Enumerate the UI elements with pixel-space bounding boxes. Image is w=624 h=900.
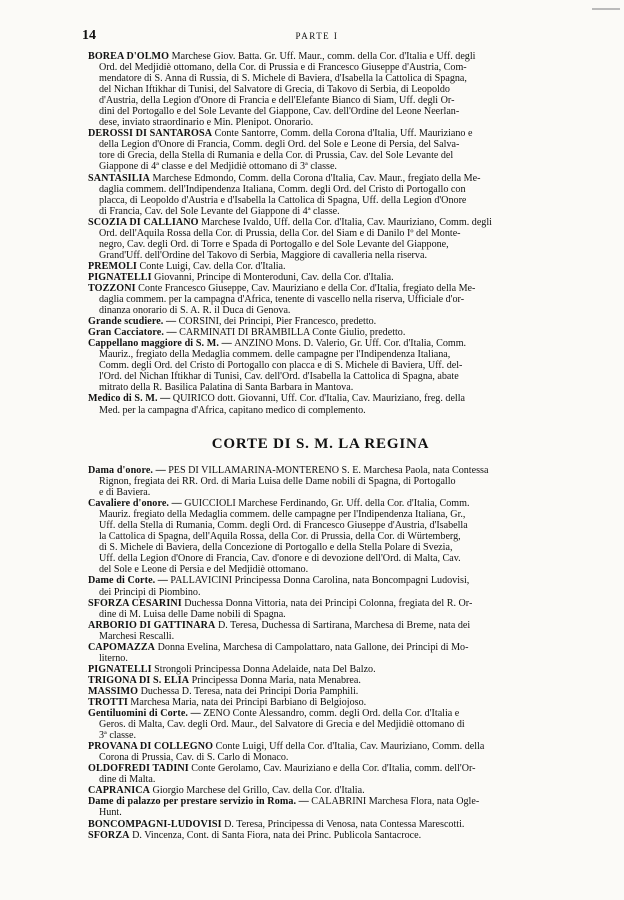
entry-text: 3ª classe. <box>99 730 136 742</box>
scan-corner-mark <box>592 8 620 10</box>
entry-name: SANTASILIA <box>88 172 150 184</box>
entry-text: dine di M. Luisa delle Dame nobili di Spagna. <box>99 608 286 620</box>
entry-text: CALABRINI Marchesa Flora, nata Ogle- <box>311 796 480 808</box>
entry-name: BOREA D'OLMO <box>88 51 170 62</box>
entry-line <box>88 360 553 371</box>
entry-text: Conte Luigi, Cav. della Cor. d'Italia. <box>136 260 286 272</box>
entry-line <box>88 708 553 719</box>
entry-text: mitrato della R. Basilica Palatina di Santa Barbara in Mantova. <box>99 382 354 394</box>
entry-name: MASSIMO <box>88 685 139 697</box>
entry-text: daglia commem. per la campagna d'Africa, tenente di vascello nella riserva, Ufficiale d'or- <box>99 294 465 306</box>
entry-text: D. Teresa, Principessa di Venosa, nata Contessa Marescotti. <box>221 818 465 830</box>
entry-line <box>88 173 553 184</box>
entry-text: Duchessa D. Teresa, nata dei Principi Doria Pamphili. <box>138 685 359 697</box>
entry-line <box>88 697 553 708</box>
entry-text: Conte Santorre, Comm. della Corona d'Italia, Uff. Mauriziano e <box>212 128 473 140</box>
entry-name: Dame di Corte. <box>88 575 156 587</box>
entry-line <box>88 487 553 498</box>
entry-line <box>88 542 553 553</box>
entry-text: d'Austria, della Legion d'Onore di Francia e dell'Elefante Bianco di Siam, Uff. degli Or- <box>99 95 455 107</box>
entry-text: Comm. degli Ord. del Cristo di Portogallo con placca e di S. Michele di Baviera, Uff. del- <box>99 360 463 372</box>
entry-line <box>88 575 553 586</box>
entry-line <box>88 195 553 206</box>
entry-text: GUICCIOLI Marchese Ferdinando, Gr. Uff. della Cor. d'Italia, Comm. <box>184 498 470 510</box>
entry-line <box>88 653 553 664</box>
entry-text: della Legion d'Onore di Francia, Comm. degli Ord. del Sole e Leone di Persia, del Salva- <box>99 139 460 151</box>
entry-line <box>88 272 553 283</box>
entry-text: di S. Michele di Baviera, della Concezione di Portogallo e della Stella Polare di Svezia, <box>99 542 453 554</box>
entry-text: Giorgio Marchese del Grillo, Cav. della Cor. d'Italia. <box>150 785 365 797</box>
entry-name: Gran Cacciatore. <box>88 327 164 339</box>
entry-text: del Sole e Leone di Persia e del Medjidiè ottomano. <box>99 564 309 576</box>
entry-text: PALLAVICINI Principessa Donna Carolina, nata Boncompagni Ludovisi, <box>170 575 470 587</box>
entry-separator: — <box>219 338 235 350</box>
entry-name: PIGNATELLI <box>88 271 152 283</box>
entry-line <box>88 139 553 150</box>
entry-line <box>88 150 553 161</box>
entry-line <box>88 294 553 305</box>
entry-separator: — <box>188 708 204 720</box>
entry-name: Cappellano maggiore di S. M. <box>88 338 220 350</box>
entry-line <box>88 686 553 697</box>
entry-text: Uff. della Stella di Rumania, Comm. degli Ord. di Francesco Giuseppe d'Austria, d'Isabella <box>99 520 468 532</box>
entry-text: literno. <box>99 652 128 664</box>
entry-name: Dame di palazzo per prestare servizio in Roma. <box>88 796 297 808</box>
entry-name: TOZZONI <box>88 282 136 294</box>
entry-text: dese, inviato straordinario e Min. Plenipot. Onorario. <box>99 117 314 129</box>
entry-text: ZENO Conte Alessandro, comm. degli Ord. della Cor. d'Italia e <box>203 708 460 720</box>
entry-line <box>88 382 553 393</box>
entry-text: del Nichan Iftikhar di Tunisi, del Salvatore di Grecia, di Takovo di Serbia, di Leopoldo <box>99 84 450 96</box>
entry-line <box>88 106 553 117</box>
entry-line <box>88 752 553 763</box>
entry-text: placca, di Leopoldo d'Austria e d'Isabella la Cattolica di Spagna, Uff. della Legion d'Onore <box>99 194 467 206</box>
page-header <box>82 28 552 48</box>
section-title: CORTE DI S. M. LA REGINA <box>211 436 430 452</box>
entry-text: Ord. del Medjidiè ottomano, della Cor. di Prussia e di Francesco Giuseppe d'Austria, Com- <box>99 62 467 74</box>
entry-text: dinanza onorario di S. A. R. il Duca di Genova. <box>99 305 291 317</box>
entry-name: DEROSSI DI SANTAROSA <box>88 128 213 140</box>
entry-name: Cavaliere d'onore. <box>88 498 170 510</box>
entry-line <box>88 642 553 653</box>
entry-name: Grande scudiere. <box>88 316 164 328</box>
entry-line <box>88 95 553 106</box>
entry-line <box>88 217 553 228</box>
entry-line <box>88 465 553 476</box>
entry-text: Hunt. <box>99 807 122 819</box>
entry-line <box>88 161 553 172</box>
entry-line <box>88 830 553 841</box>
entry-text: Mauriz., fregiato della Medaglia commem. delle campagne per l'Indipendenza Italiana, <box>99 349 451 361</box>
entry-line <box>88 62 553 73</box>
entry-name: TRIGONA DI S. ELIA <box>88 674 190 686</box>
entry-text: D. Teresa, Duchessa di Sartirana, Marchesa di Breme, nata dei <box>215 619 471 631</box>
entry-name: PROVANA DI COLLEGNO <box>88 741 214 753</box>
entry-text: Grand'Uff. dell'Ordine del Takovo di Serbia, Maggiore di cavalleria nella riserva. <box>99 249 427 261</box>
entry-name: Dama d'onore. <box>88 465 154 476</box>
entry-name: SFORZA CESARINI <box>88 597 182 609</box>
entry-line <box>88 587 553 598</box>
entry-text: Marchese Giov. Batta. Gr. Uff. Maur., comm. della Cor. d'Italia e Uff. degli <box>169 51 476 62</box>
entry-text: Corona di Prussia, Cav. di S. Carlo di Monaco. <box>99 752 289 764</box>
entry-text: Marchesa Maria, nata dei Principi Barbiano di Belgiojoso. <box>127 696 367 708</box>
entry-text: Geros. di Malta, Cav. degli Ord. Maur., del Salvatore di Grecia e del Medjidiè ottomano di <box>99 719 465 731</box>
entry-line <box>88 719 553 730</box>
entry-separator: — <box>169 498 185 510</box>
entry-line <box>88 498 553 509</box>
entry-separator: — <box>155 575 171 587</box>
entry-line <box>88 51 553 62</box>
entry-text: Uff. della Legion d'Onore di Francia, Cav. d'onore e di devozione dell'Ord. di Malta, Cav. <box>99 553 461 565</box>
entry-line <box>88 796 553 807</box>
entry-line <box>88 476 553 487</box>
entry-text: Duchessa Donna Vittoria, nata dei Principi Colonna, fregiata del R. Or- <box>181 597 473 609</box>
entry-line <box>88 393 553 404</box>
entry-text: Marchese Edmondo, Comm. della Corona d'Italia, Cav. Maur., fregiato della Me- <box>149 172 481 184</box>
entry-name: PIGNATELLI <box>88 663 152 675</box>
entry-text: Marchese Ivaldo, Uff. della Cor. d'Italia, Cav. Mauriziano, Comm. degli <box>198 216 492 228</box>
running-head: PARTE I <box>295 31 339 41</box>
entry-text: la Cattolica di Spagna, dell'Aquila Rossa, della Cor. di Prussia, della Cor. di Würtemberg, <box>99 531 461 543</box>
entry-line <box>88 785 553 796</box>
entry-text: D. Vincenza, Cont. di Santa Fiora, nata dei Princ. Publicola Santacroce. <box>129 829 422 841</box>
entry-line <box>88 184 553 195</box>
entry-text: CORSINI, dei Principi, Pier Francesco, predetto. <box>178 316 377 328</box>
entry-text: daglia commem. dell'Indipendenza Italiana, Comm. degli Ord. del Cristo di Portogallo con <box>99 183 466 195</box>
entry-text: CARMINATI DI BRAMBILLA Conte Giulio, predetto. <box>179 327 406 339</box>
entry-name: SCOZIA DI CALLIANO <box>88 216 199 228</box>
entry-text: e di Baviera. <box>99 487 151 499</box>
entry-line <box>88 730 553 741</box>
entry-line <box>88 774 553 785</box>
page-number: 14 <box>82 28 96 43</box>
entry-name: OLDOFREDI TADINI <box>88 763 189 775</box>
entry-separator: — <box>296 796 312 808</box>
entry-name: Medico di S. M. <box>88 393 158 405</box>
entry-text: QUIRICO dott. Giovanni, Uff. Cor. d'Italia, Cav. Mauriziano, freg. della <box>172 393 466 405</box>
entry-text: Strongoli Principessa Donna Adelaide, nata Del Balzo. <box>151 663 376 675</box>
entry-text: Mauriz. fregiato della Medaglia commem. delle campagne per l'Indipendenza Italiana, Gr., <box>99 509 466 521</box>
entry-line <box>88 675 553 686</box>
entry-text: di Francia, Cav. del Sole Levante del Giappone di 4ª classe. <box>99 205 340 217</box>
entry-line <box>88 664 553 675</box>
entry-line <box>88 228 553 239</box>
entry-line <box>88 73 553 84</box>
entry-line <box>88 553 553 564</box>
entry-line <box>88 250 553 261</box>
entry-text: dine di Malta. <box>99 774 156 786</box>
entry-text: tore di Grecia, della Stella di Rumania e della Cor. di Prussia, Cav. del Sole Levante del <box>99 150 454 162</box>
entry-line <box>88 305 553 316</box>
entry-separator: — <box>153 465 169 476</box>
king-court-list <box>88 51 553 416</box>
entry-text: Ord. dell'Aquila Rossa della Cor. di Prussia, della Cor. del Siam e di Danilo Iº del Monte- <box>99 227 461 239</box>
entry-text: ANZINO Mons. D. Valerio, Gr. Uff. Cor. d'Italia, Comm. <box>234 338 467 350</box>
entry-line <box>88 531 553 542</box>
entry-line <box>88 206 553 217</box>
entry-separator: — <box>157 393 173 405</box>
entry-line <box>88 598 553 609</box>
entry-text: l'Ord. del Nichan Iftikhar di Tunisi, Cav. dell'Ord. d'Isabella la Cattolica di Spagna, abate <box>99 371 459 383</box>
entry-line <box>88 609 553 620</box>
entry-line <box>88 316 553 327</box>
entry-name: PREMOLI <box>88 260 137 272</box>
entry-text: Principessa Donna Maria, nata Menabrea. <box>189 674 361 686</box>
entry-line <box>88 338 553 349</box>
entry-text: mendatore di S. Anna di Russia, di S. Michele di Baviera, d'Isabella la Cattolica di Spagna, <box>99 73 467 85</box>
entry-text: dini del Portogallo e del Sole Levante del Giappone, Cav. dell'Ordine del Leone Neerlan- <box>99 106 460 118</box>
entry-line <box>88 371 553 382</box>
entry-text: Conte Francesco Giuseppe, Cav. Mauriziano e della Cor. d'Italia, fregiato della Me- <box>135 282 476 294</box>
entry-text: Med. per la campagna d'Africa, capitano medico di complemento. <box>99 404 366 416</box>
entry-text: Conte Gerolamo, Cav. Mauriziano e della Cor. d'Italia, comm. dell'Or- <box>188 763 476 775</box>
entry-text: Conte Luigi, Uff della Cor. d'Italia, Cav. Mauriziano, Comm. della <box>213 741 485 753</box>
entry-line <box>88 564 553 575</box>
entry-name: TROTTI <box>88 696 128 708</box>
entry-line <box>88 509 553 520</box>
entry-text: Giappone di 4ª classe e del Medjidiè ottomano di 3ª classe. <box>99 161 337 173</box>
entry-line <box>88 807 553 818</box>
entry-line <box>88 631 553 642</box>
entry-name: CAPOMAZZA <box>88 641 156 653</box>
entry-line <box>88 763 553 774</box>
entry-line <box>88 128 553 139</box>
queen-court-list <box>88 465 553 841</box>
entry-name: SFORZA <box>88 829 130 841</box>
entry-line <box>88 117 553 128</box>
entry-name: Gentiluomini di Corte. <box>88 708 189 720</box>
entry-line <box>88 741 553 752</box>
entry-text: Rignon, fregiata dei RR. Ord. di Maria Luisa delle Dame nobili di Spagna, di Portogallo <box>99 476 456 488</box>
entry-line <box>88 620 553 631</box>
entry-text: Marchesi Rescalli. <box>99 630 175 642</box>
entry-text: negro, Cav. degli Ord. di Torre e Spada di Portogallo e del Sole Levante del Giappone, <box>99 238 449 250</box>
entry-line <box>88 349 553 360</box>
entry-name: ARBORIO DI GATTINARA <box>88 619 216 631</box>
entry-text: Giovanni, Principe di Monteroduni, Cav. della Cor. d'Italia. <box>151 271 394 283</box>
entry-line <box>88 283 553 294</box>
entry-separator: — <box>163 316 179 328</box>
entry-line <box>88 261 553 272</box>
entry-name: BONCOMPAGNI-LUDOVISI <box>88 818 222 830</box>
entry-line <box>88 819 553 830</box>
entry-text: PES DI VILLAMARINA-MONTERENO S. E. Marchesa Paola, nata Contessa <box>168 465 489 476</box>
entry-line <box>88 405 553 416</box>
entry-line <box>88 239 553 250</box>
entry-text: Donna Evelina, Marchesa di Campolattaro, nata Gallone, dei Principi di Mo- <box>155 641 469 653</box>
entry-line <box>88 327 553 338</box>
entry-line <box>88 84 553 95</box>
entry-name: CAPRANICA <box>88 785 151 797</box>
entry-line <box>88 520 553 531</box>
entry-separator: — <box>163 327 180 339</box>
entry-text: dei Principi di Piombino. <box>99 586 201 598</box>
